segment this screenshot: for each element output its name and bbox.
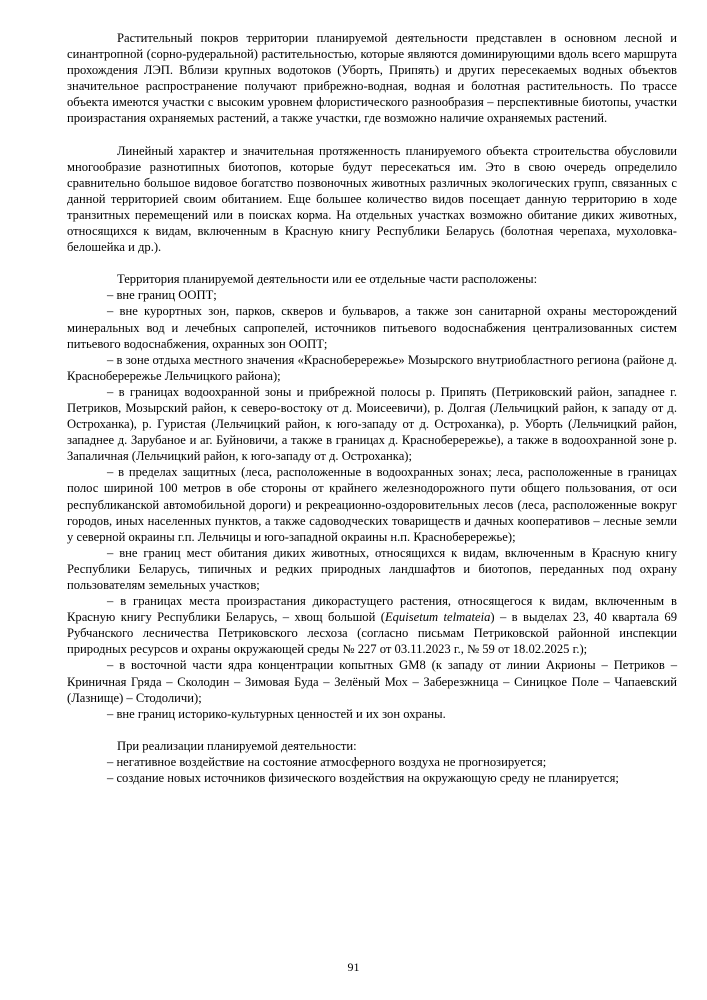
implementation-intro: При реализации планируемой деятельности: <box>117 738 357 753</box>
territory-intro: Территория планируемой деятельности или ее отдельные части расположены: <box>117 272 538 287</box>
territory-item-ungulates-core: – в восточной части ядра концентрации копытных GM8 (к западу от линии Акрионы – Петриков – Криничная Гряда – Сколодин – Зимовая Буда – Зелёный Мох – Заберезжница – Синицкое Поле – Чапаевский (Лазнище) – Стодоличи); <box>67 658 677 705</box>
territory-item-resort-zones: – вне курортных зон, парков, скверов и бульваров, а также зон санитарной охраны месторождений минеральных вод и лечебных сапропелей, источников питьевого водоснабжения централизованных систем питьевого водоснабжения, охранных зон ООПТ; <box>67 304 677 351</box>
territory-item-recreation-zone: – в зоне отдыха местного значения «Красноберережье» Мозырского внутриобластного региона (районе д. Красноберережье Лельчицкого района); <box>67 352 677 383</box>
territory-item-ooopt: – вне границ ООПТ; <box>107 288 217 303</box>
territory-item-wildlife-habitats: – вне границ мест обитания диких животных, относящихся к видам, включенным в Красную книгу Республики Беларусь, типичных и редких природных ландшафтов и биотопов, переданных под охрану пользователям земельных участков; <box>67 545 677 592</box>
territory-item-water-protection: – в границах водоохранной зоны и прибрежной полосы р. Припять (Петриковский район, западнее г. Петриков, Мозырский район, к северо-востоку от д. Моисеевичи), р. Долгая (Лельчицкий район, к западу от д. Остроханка), р. Гуристая (Лельчицкий район, к юго-западу от д. Остроханка), р. Уборть (Лельчицкий район, западнее д. Зарубаное и аг. Буйновичи, а также в границах д. Красноберережье), а также в водоохранной зоне р. Запаличная (Лельчицкий район, к юго-западу от д. Остроханка); <box>67 384 677 464</box>
implementation-item-physical-impact: – создание новых источников физического воздействия на окружающую среду не планируется; <box>107 771 619 786</box>
territory-item-protected-plant <box>67 593 677 657</box>
page-number: 91 <box>347 960 360 974</box>
territory-item-protective-forests: – в пределах защитных (леса, расположенные в водоохранных зонах; леса, расположенные в границах полос шириной 100 метров в обе стороны от крайнего железнодорожного пути общего пользования, от оси республиканской автомобильной дороги) и рекреационно-оздоровительных лесов (леса, расположенные вокруг городов, иных населенных пунктов, а также садоводческих товариществ и дачных кооперативов – лесные земли у северной окраины г.п. Лельчицы и юго-западной окраины н.п. Красноберережье); <box>67 465 677 544</box>
paragraph-biotopes: Линейный характер и значительная протяженность планируемого объекта строительства обусловили многообразие разнотипных биотопов, которые будут пересекаться им. Это в свою очередь определило сравнительно большое видовое богатство позвоночных животных различных экологических групп, связанных с данной территорией своим обитанием. Еще большее количество видов посещает данную территорию в ходе транзитных перемещений или в поисках корма. На отдельных участках возможно обитание диких животных, относящихся к видам, включенным в Красную книгу Республики Беларусь (болотная черепаха, мухоловка-белошейка и др.). <box>67 143 677 255</box>
territory-item-heritage: – вне границ историко-культурных ценностей и их зон охраны. <box>107 706 446 721</box>
implementation-item-air: – негативное воздействие на состояние атмосферного воздуха не прогнозируется; <box>107 754 547 769</box>
plant-item-text-after: ) – в выделах 23, 40 квартала 69 Рубчанского лесничества Петриковского лесхоза (согласно письмам Петриковской районной инспекции природных ресурсов и охраны окружающей среды № 227 от 03.11.2023 г., № 59 от 18.02.2025 г.); <box>67 610 677 657</box>
paragraph-vegetation: Растительный покров территории планируемой деятельности представлен в основном лесной и синантропной (сорно-рудеральной) растительностью, которые являются доминирующими вдоль всего маршрута прохождения ЛЭП. Вблизи крупных водотоков (Уборть, Припять) и других пересекаемых водных объектов значительное распространение получают прибрежно-водная, водная и болотная растительность. По трассе объекта имеются участки с высоким уровнем флористического разнообразия – перспективные биотопы, участки произрастания охраняемых растений, а также участки, где возможно наличие охраняемых растений. <box>67 31 677 126</box>
plant-item-text-before: – в границах места произрастания дикорастущего растения, относящегося к видам, включенным в Красную книгу Республики Беларусь, – хвощ большой ( <box>67 594 677 625</box>
plant-latin-name: Equisetum telmateia <box>384 610 491 625</box>
